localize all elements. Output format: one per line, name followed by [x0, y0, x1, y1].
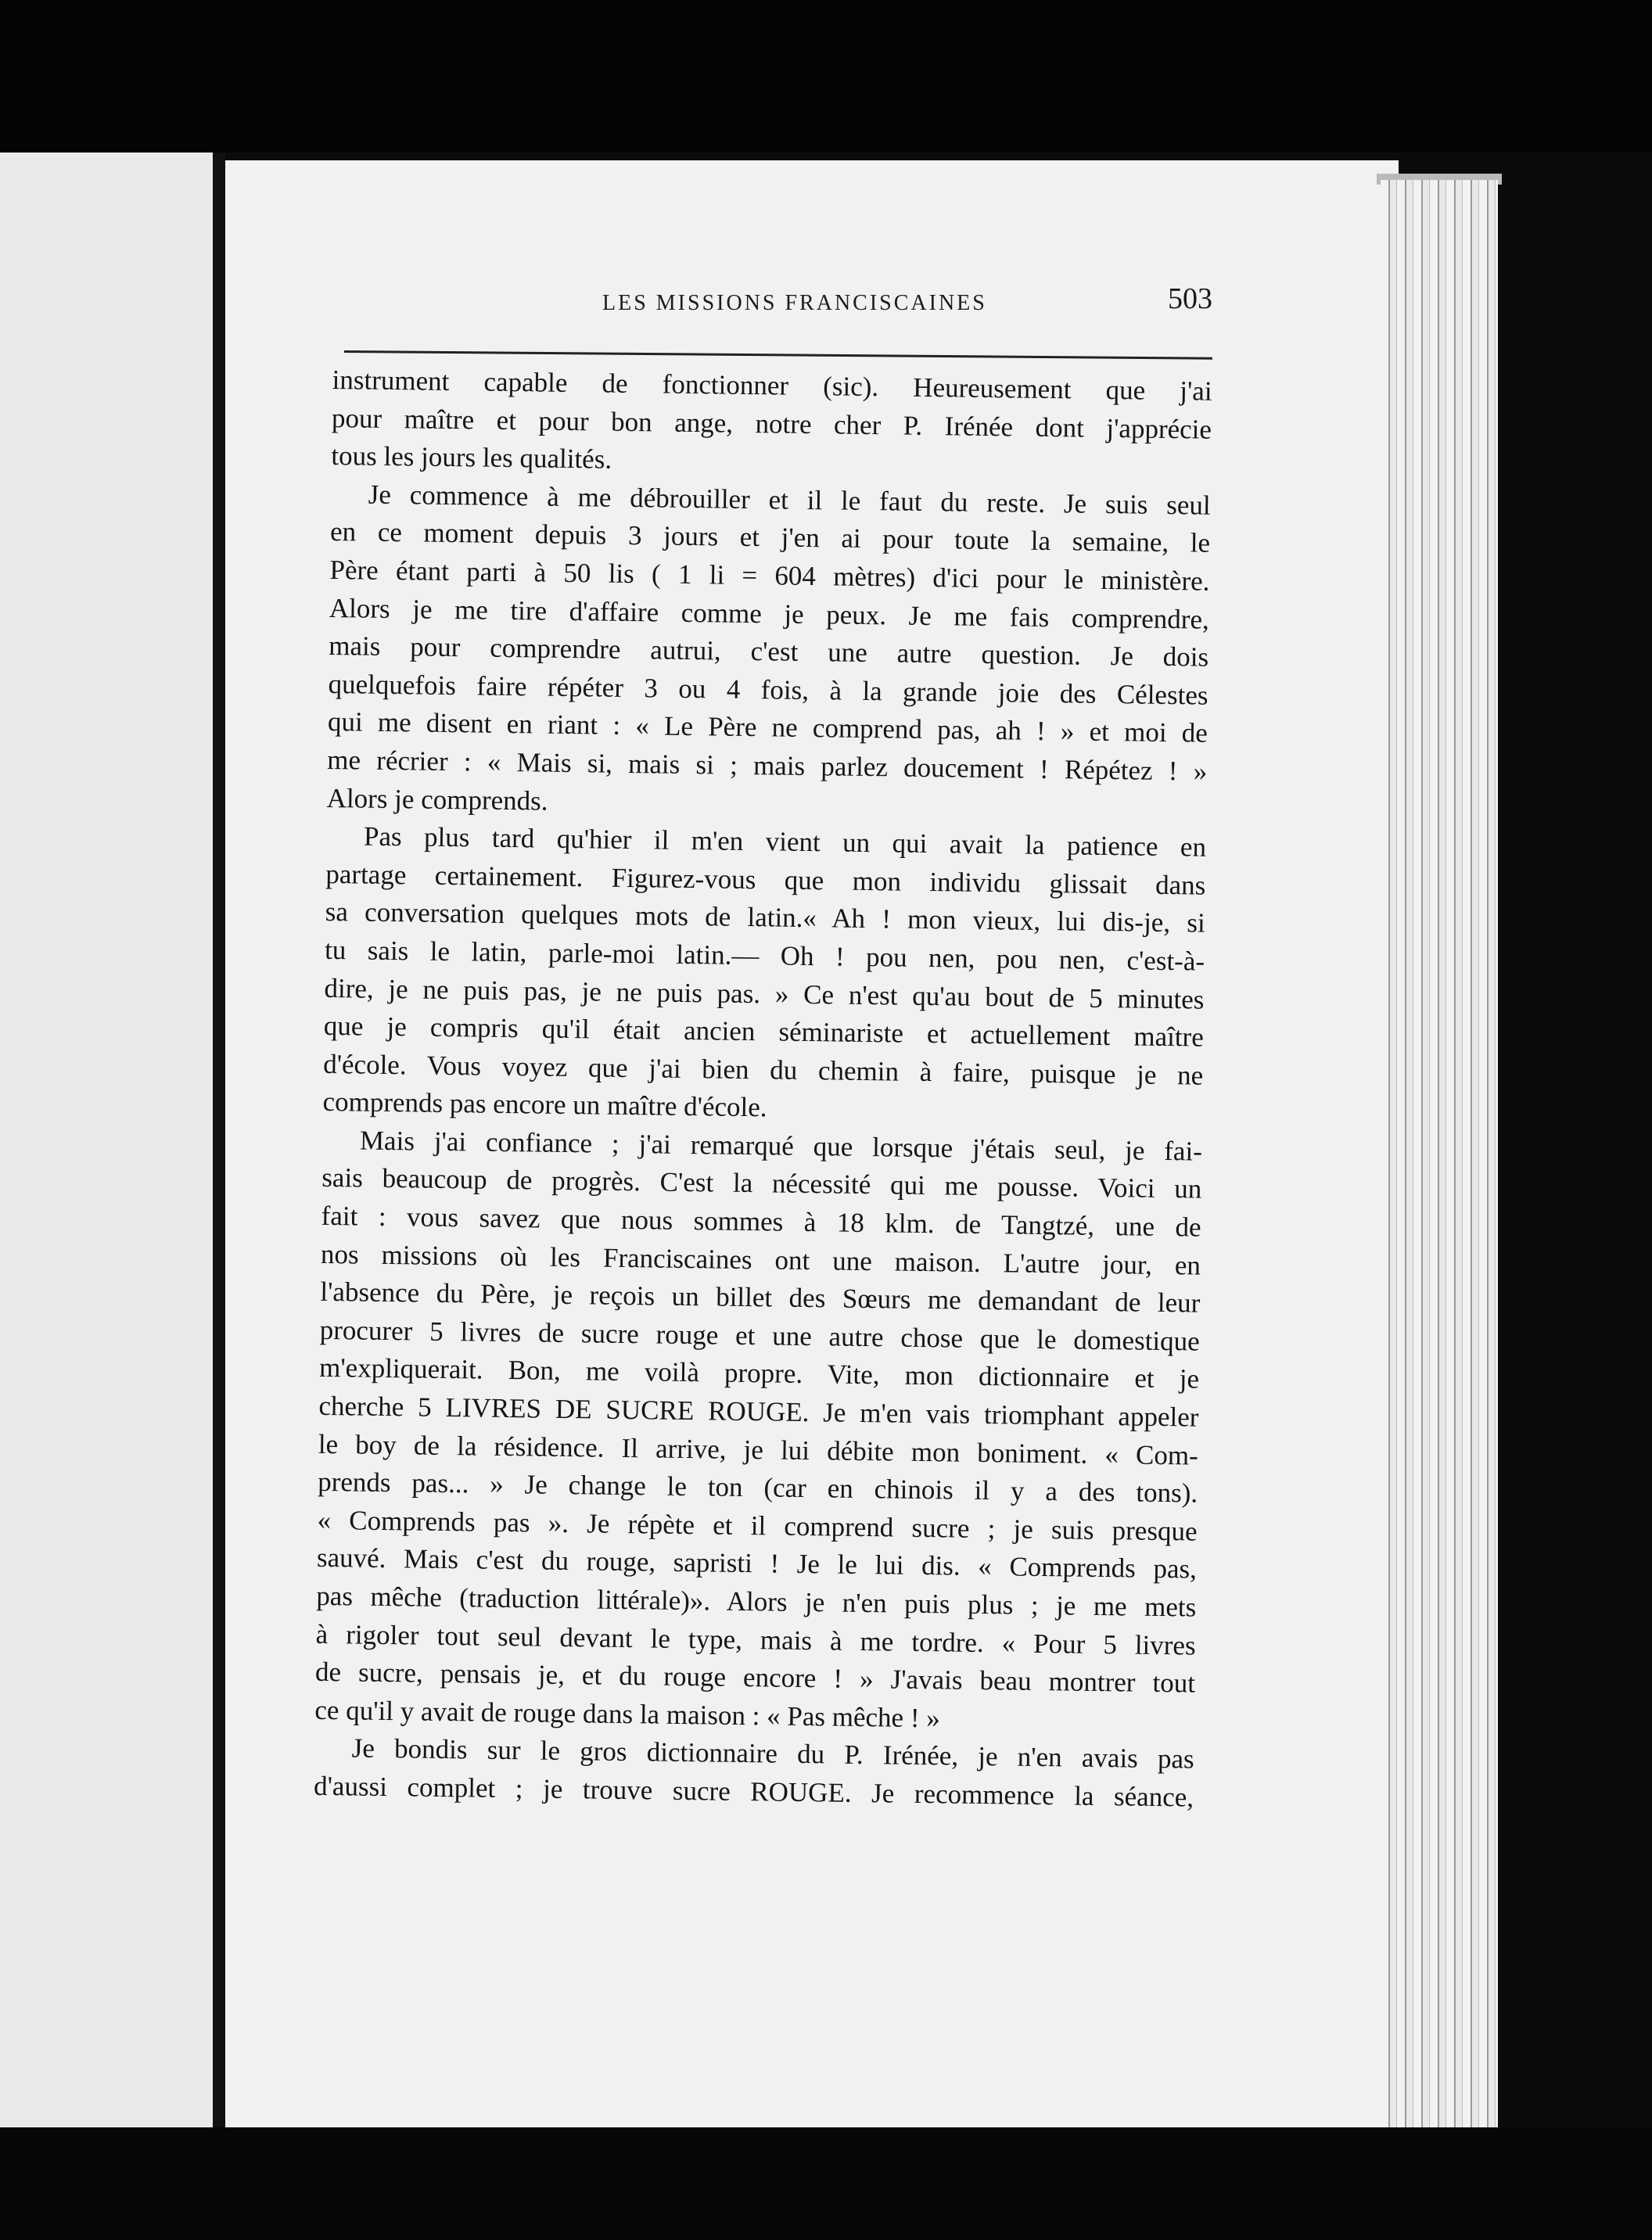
page-stack-edges — [1381, 180, 1498, 2127]
text-line: dire, je ne puis pas, je ne puis pas. » Ce n'est qu'au bout de 5 minutes — [324, 972, 1205, 1015]
body-text — [313, 361, 1212, 1859]
text-line: Je commence à me débrouiller et il le faut du reste. Je suis seul — [368, 479, 1211, 521]
text-line: Pas plus tard qu'hier il m'en vient un qui avait la patience en — [363, 820, 1207, 863]
text-line: d'école. Vous voyez que j'ai bien du chemin à faire, puisque je ne — [322, 1048, 1204, 1091]
text-line: Mais j'ai confiance ; j'ai remarqué que lorsque j'étais seul, je fai- — [359, 1125, 1203, 1167]
text-line: mais pour comprendre autrui, c'est une autre question. Je dois — [328, 630, 1209, 673]
text-line: me récrier : « Mais si, mais si ; mais parlez doucement ! Répétez ! » — [327, 744, 1208, 787]
text-line: Alors je comprends. — [326, 782, 548, 817]
facing-page-edge — [0, 153, 213, 2127]
paragraph — [331, 361, 1212, 486]
text-line: fait : vous savez que nous sommes à 18 klm. de Tangtzé, une de — [321, 1200, 1201, 1243]
text-line: procurer 5 livres de sucre rouge et une autre chose que le domestique — [319, 1314, 1200, 1357]
text-line: m'expliquerait. Bon, me voilà propre. Vite, mon dictionnaire et je — [318, 1352, 1200, 1395]
paragraph — [314, 1729, 1194, 1817]
text-line: à rigoler tout seul devant le type, mais à me tordre. « Pour 5 livres — [315, 1618, 1196, 1661]
text-line: le boy de la résidence. Il arrive, je lui débite mon boniment. « Com- — [318, 1428, 1199, 1471]
text-line: « Comprends pas ». Je répète et il comprend sucre ; je suis presque — [317, 1504, 1198, 1547]
text-line: prends pas... » Je change le ton (car en chinois il y a des tons). — [317, 1466, 1198, 1509]
text-line: en ce moment depuis 3 jours et j'en ai pour toute la semaine, le — [329, 516, 1211, 559]
paragraph — [314, 1122, 1202, 1741]
text-line: l'absence du Père, je reçois un billet des Sœurs me demandant de leur — [320, 1276, 1201, 1319]
text-line: Je bondis sur le gros dictionnaire du P. Irénée, je n'en avais pas — [351, 1732, 1194, 1775]
text-line: de sucre, pensais je, et du rouge encore ! » J'avais beau montrer tout — [314, 1657, 1196, 1699]
text-line: cherche 5 LIVRES DE SUCRE ROUGE. Je m'en vais triomphant appeler — [318, 1390, 1199, 1433]
scan-background-bottom — [0, 2127, 1652, 2240]
book-gutter — [213, 153, 225, 2127]
scan-background-top — [0, 0, 1652, 153]
text-line: sauvé. Mais c'est du rouge, sapristi ! Je le lui dis. « Comprends pas, — [316, 1542, 1198, 1585]
page-header — [344, 282, 1212, 336]
text-line: comprends pas encore un maître d'école. — [322, 1086, 767, 1123]
text-line: tu sais le latin, parle-moi latin.— Oh ! pou nen, pou nen, c'est-à- — [324, 934, 1205, 977]
text-line: Alors je me tire d'affaire comme je peux. Je me fais comprendre, — [329, 592, 1210, 635]
text-line: tous les jours les qualités. — [331, 440, 612, 475]
text-line: instrument capable de fonctionner (sic). Heureusement que j'ai — [332, 364, 1212, 407]
text-line: pour maître et pour bon ange, notre cher P. Irénée dont j'apprécie — [331, 402, 1212, 445]
text-line: partage certainement. Figurez-vous que mon individu glissait dans — [325, 858, 1206, 901]
text-line: qui me disent en riant : « Le Père ne comprend pas, ah ! » et moi de — [327, 706, 1208, 749]
text-line: pas mêche (traduction littérale)». Alors je n'en puis plus ; je me mets — [316, 1580, 1197, 1623]
text-line: quelquefois faire répéter 3 ou 4 fois, à la grande joie des Célestes — [328, 668, 1208, 711]
text-line: sais beaucoup de progrès. C'est la nécessité qui me pousse. Voici un — [321, 1162, 1202, 1205]
text-line: Père étant parti à 50 lis ( 1 li = 604 mètres) d'ici pour le ministère. — [329, 554, 1210, 597]
text-line: nos missions où les Franciscaines ont une maison. L'autre jour, en — [320, 1238, 1201, 1281]
page-number: 503 — [1168, 282, 1212, 315]
paragraph — [326, 476, 1211, 829]
text-line: ce qu'il y avait de rouge dans la maison : « Pas mêche ! » — [314, 1694, 941, 1734]
text-line: d'aussi complet ; je trouve sucre ROUGE. Je recommence la séance, — [313, 1770, 1194, 1813]
paragraph — [322, 817, 1206, 1133]
text-line: que je compris qu'il était ancien séminariste et actuellement maître — [323, 1011, 1205, 1053]
text-line: sa conversation quelques mots de latin.« Ah ! mon vieux, lui dis-je, si — [325, 896, 1205, 939]
running-title: LES MISSIONS FRANCISCAINES — [602, 291, 987, 315]
